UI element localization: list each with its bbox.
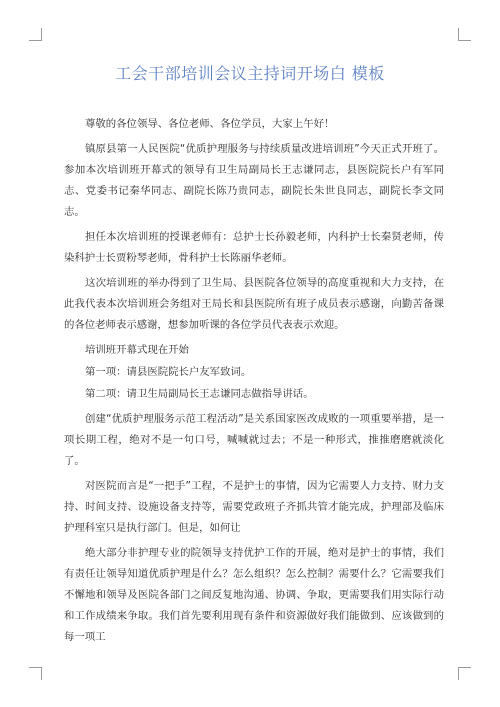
paragraph-project: 创建“优质护理服务示范工程活动”是关系国家医改成败的一项重要举措，是一项长期工程，绝对不是一句口号，喊喊就过去；不是一种形式，推推磨磨就淡化了。 xyxy=(64,413,444,467)
corner-mark-top-left xyxy=(29,28,42,41)
paragraph-leadership: 对医院而言是“一把手”工程，不是护士的事情，因为它需要人力支持、财力支持、时间支持、设施设备支持等，需要党政班子齐抓共管才能完成，护理部及临床护理科室只是执行部门。但是，如何让 xyxy=(64,480,444,534)
corner-mark-bottom-left xyxy=(29,667,42,680)
paragraph-thanks: 这次培训班的举办得到了卫生局、县医院各位领导的高度重视和大力支持，在此我代表本次培训班会务组对王局长和县医院所有班子成员表示感谢，向勤苦备课的各位老师表示感谢，想参加听课的各位学员代表表示欢迎。 xyxy=(64,277,444,331)
paragraph-opening: 镇原县第一人民医院“优质护理服务与持续质量改进培训班”今天正式开班了。参加本次培训班开幕式的领导有卫生局副局长王志谦同志，县医院院长户有军同志、党委书记秦华同志、副院长陈乃贵同志，副院长朱世良同志，副院长李文同志。 xyxy=(64,143,444,218)
paragraph-greeting: 尊敬的各位领导、各位老师、各位学员，大家上午好！ xyxy=(85,118,335,130)
paragraph-item-two: 第二项：请卫生局副局长王志谦同志做指导讲话。 xyxy=(85,388,314,400)
paragraph-item-one: 第一项：请县医院院长户友军致词。 xyxy=(85,366,252,378)
paragraph-start: 培训班开幕式现在开始 xyxy=(85,344,189,356)
document-title: 工会干部培训会议主持词开场白 模板 xyxy=(115,64,385,83)
paragraph-support: 绝大部分非护理专业的院领导支持优护工作的开展，绝对是护士的事情，我们有责任让领导知道优质护理是什么？怎么组织？怎么控制？需要什么？它需要我们不懈地和领导及医院各部门之间反复地沟通、协调、争取，更需要我们用实际行动和工作成绩来争取。我们首先要利用现有条件和资源做好我们能做到、应该做到的每一项工 xyxy=(64,547,444,643)
paragraph-lecturers: 担任本次培训班的授课老师有：总护士长孙毅老师，内科护士长秦贤老师，传染科护士长贾粉琴老师，骨科护士长陈丽华老师。 xyxy=(64,231,444,264)
corner-mark-top-right xyxy=(458,28,471,41)
document-body xyxy=(64,114,444,652)
corner-mark-bottom-right xyxy=(458,667,471,680)
